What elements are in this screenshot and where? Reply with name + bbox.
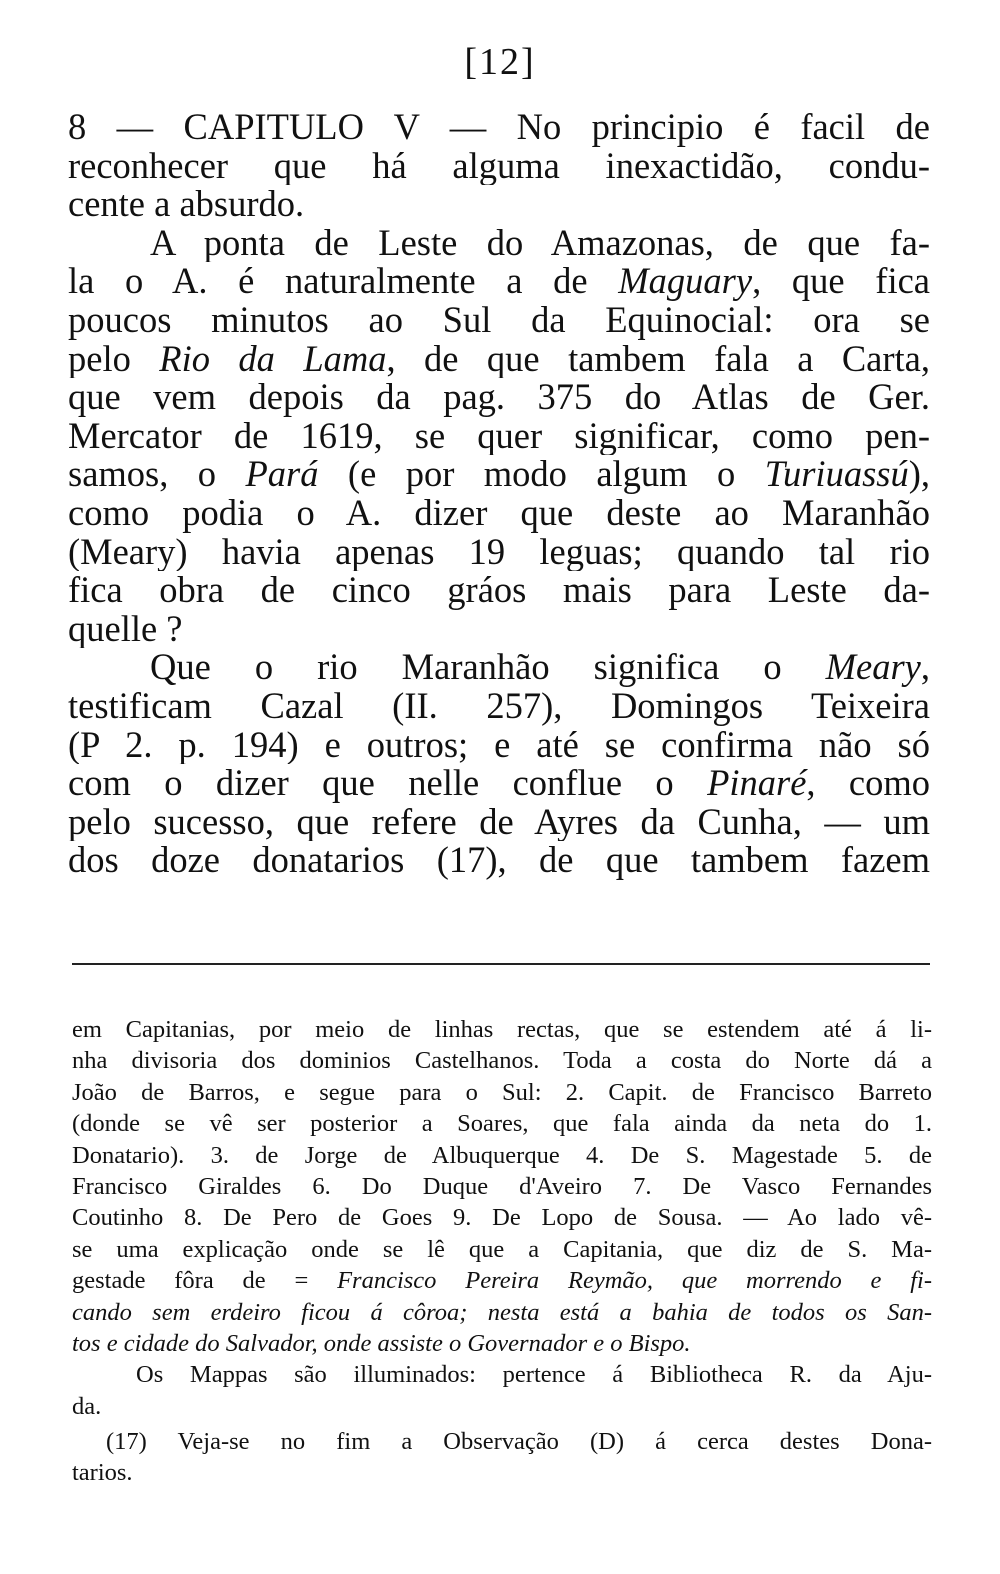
footnote-line: tos e cidade do Salvador, onde assiste o Governador e o Bispo. (72, 1329, 691, 1357)
footnote-line: da. (72, 1392, 102, 1420)
footnote-line: gestade fôra de = Francisco Pereira Reymão, que morrendo e fi- (72, 1267, 932, 1295)
footnote-line: cando sem erdeiro ficou á côroa; nesta está a bahia de todos os San- (72, 1298, 932, 1326)
footnote-line: Francisco Giraldes 6. Do Duque d'Aveiro 7. De Vasco Fernandes (72, 1172, 932, 1200)
text-line: como podia o A. dizer que deste ao Maranhão (68, 493, 930, 533)
text-line: quelle ? (68, 609, 183, 649)
text-line: (P 2. p. 194) e outros; e até se confirma não só (68, 725, 930, 765)
text-line: fica obra de cinco gráos mais para Leste da- (68, 571, 930, 610)
text-line: samos, o Pará (e por modo algum o Turiuassú), (68, 455, 930, 494)
footnote-line: (donde se vê ser posterior a Soares, que fala ainda da neta do 1. (72, 1110, 932, 1138)
text-line: pelo sucesso, que refere de Ayres da Cunha, — um (68, 802, 930, 842)
text-line: 8 — CAPITULO V — No principio é facil de (68, 108, 930, 147)
page-number: [12] (464, 41, 536, 83)
footnotes (72, 1014, 932, 1489)
main-text (68, 108, 930, 880)
map-inscription: Francisco Pereira Reymão, que morrendo e fi- (337, 1267, 932, 1295)
text-line: dos doze donatarios (17), de que tambem fazem (68, 841, 930, 880)
footnote-line: se uma explicação onde se lê que a Capitania, que diz de S. Ma- (72, 1235, 932, 1263)
text-line: reconhecer que há alguma inexactidão, condu- (68, 146, 930, 186)
place-name-meary: Meary (825, 648, 921, 687)
text-line: A ponta de Leste do Amazonas, de que fa- (150, 223, 930, 263)
footnote-17: (17) Veja-se no fim a Observação (D) á cerca destes Dona- (106, 1428, 932, 1456)
footnote-line: João de Barros, e segue para o Sul: 2. Capit. de Francisco Barreto (72, 1078, 932, 1106)
text-line: com o dizer que nelle conflue o Pinaré, como (68, 764, 930, 803)
place-name-pinare: Pinaré (707, 764, 807, 803)
footnote-line: Coutinho 8. De Pero de Goes 9. De Lopo de Sousa. — Ao lado vê- (72, 1204, 932, 1232)
footnote-line: tarios. (72, 1459, 133, 1487)
footnote-line: Os Mappas são illuminados: pertence á Bibliotheca R. da Aju- (136, 1361, 932, 1389)
text-line: Que o rio Maranhão significa o Meary, (150, 648, 930, 687)
text-line: testificam Cazal (II. 257), Domingos Teixeira (68, 686, 930, 726)
place-name-rio-da-lama: Rio da Lama (159, 339, 387, 379)
text-line: pelo Rio da Lama, de que tambem fala a Carta, (68, 339, 930, 379)
place-name-turiuassu: Turiuassú (764, 455, 909, 494)
footnote-line: nha divisoria dos dominios Castelhanos. Toda a costa do Norte dá a (72, 1047, 932, 1075)
text-line: (Meary) havia apenas 19 leguas; quando tal rio (68, 532, 930, 572)
text-line: la o A. é naturalmente a de Maguary, que fica (68, 262, 930, 301)
text-line: Mercator de 1619, se quer significar, como pen- (68, 416, 930, 456)
footnote-divider (72, 963, 930, 965)
text-line: que vem depois da pag. 375 do Atlas de Ger. (68, 378, 930, 417)
footnote-line: em Capitanias, por meio de linhas rectas, que se estendem até á li- (72, 1016, 932, 1043)
place-name-para: Pará (245, 455, 319, 494)
text-line: cente a absurdo. (68, 185, 305, 224)
place-name-maguary: Maguary (618, 262, 753, 301)
footnote-line: Donatario). 3. de Jorge de Albuquerque 4. De S. Magestade 5. de (72, 1141, 932, 1169)
text-line: poucos minutos ao Sul da Equinocial: ora se (68, 300, 930, 340)
